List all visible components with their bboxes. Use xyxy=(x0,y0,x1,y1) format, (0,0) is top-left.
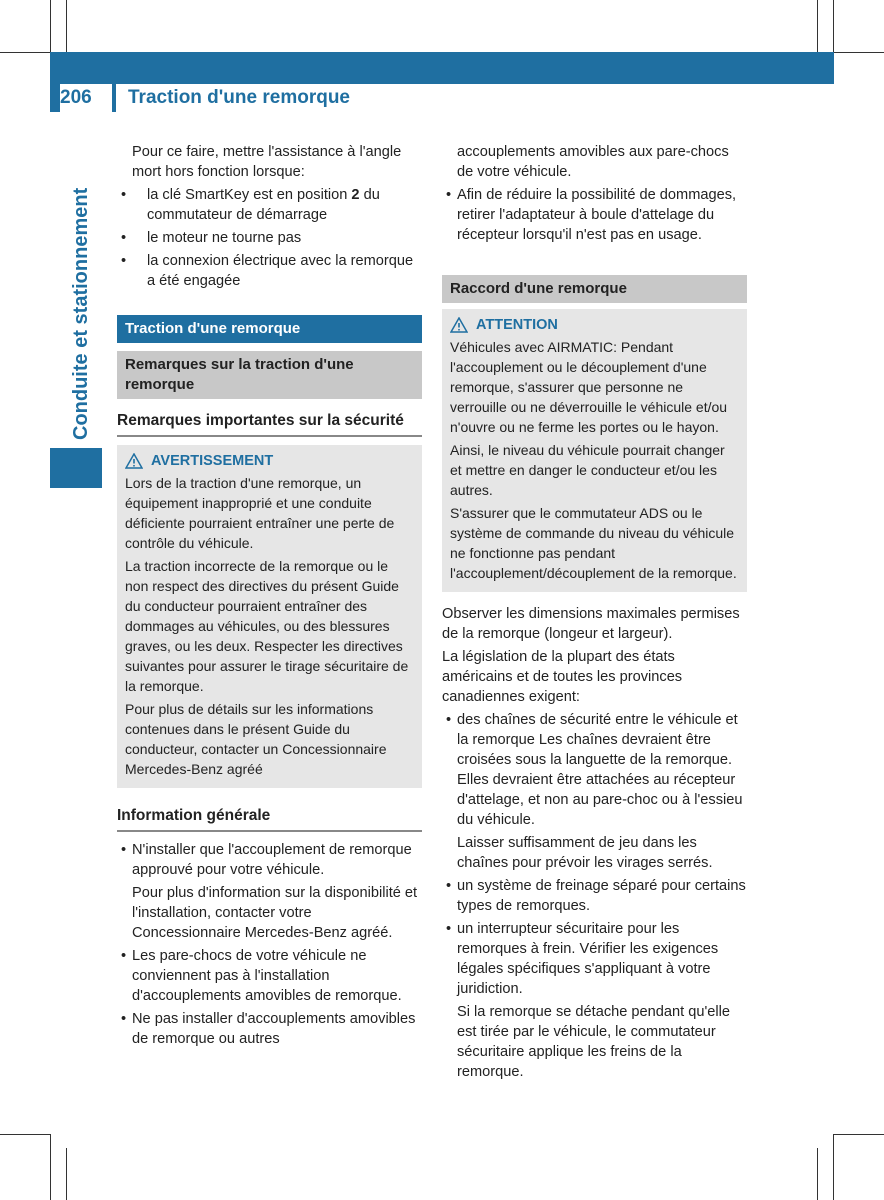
crop-mark xyxy=(834,1134,884,1135)
list-item xyxy=(442,876,747,916)
crop-mark xyxy=(0,52,50,53)
crop-mark xyxy=(834,52,884,53)
attention-paragraph: Ainsi, le niveau du véhicule pourrait changer et mettre en danger le conducteur et/ou les autres. xyxy=(450,442,725,498)
crop-mark xyxy=(817,0,818,52)
list-item-text: Les pare-chocs de votre véhicule ne conviennent pas à l'installation d'accouplements amovibles de remorque. xyxy=(132,948,402,1004)
attention-paragraph: S'assurer que le commutateur ADS ou le système de commande du niveau du véhicule ne fonctionne pas pendant l'accouplement/découplement de la remorque. xyxy=(450,505,737,581)
list-item xyxy=(117,840,422,880)
list-item xyxy=(117,1009,422,1049)
warning-paragraph: Lors de la traction d'une remorque, un équipement inapproprié et une conduite déficiente pourraient entraîner une perte de contrôle du véhicule. xyxy=(125,475,395,551)
list-item xyxy=(117,251,422,291)
position-number: 2 xyxy=(351,187,360,203)
crop-mark xyxy=(833,1134,834,1200)
warning-paragraph: Pour plus de détails sur les informations contenues dans le présent Guide du conducteur, contacter un Concessionnaire Mercedes-Benz agréé xyxy=(125,701,387,777)
crop-mark xyxy=(66,1148,67,1200)
list-item-text: un système de freinage séparé pour certains types de remorques. xyxy=(457,878,746,914)
warning-triangle-icon xyxy=(125,453,143,469)
crop-mark xyxy=(50,1134,51,1200)
warning-title xyxy=(125,451,414,471)
list-item xyxy=(442,185,747,245)
crop-mark xyxy=(50,0,51,52)
section-heading: Raccord d'une remorque xyxy=(442,275,747,303)
warning-title-text: AVERTISSEMENT xyxy=(151,453,274,469)
list-item-text: un interrupteur sécuritaire pour les remorques à frein. Vérifier les exigences légales spécifiques s'appliquant à votre juridiction. xyxy=(457,921,719,997)
body-paragraph: La législation de la plupart des états américains et de toutes les provinces canadiennes exigent: xyxy=(442,649,683,705)
list-item-text: la connexion électrique avec la remorque a été engagée xyxy=(147,253,414,289)
list-item xyxy=(442,919,747,999)
warning-triangle-icon xyxy=(450,317,468,333)
list-item-text: des chaînes de sécurité entre le véhicule et la remorque Les chaînes devraient être croisées sous la languette de la remorque. Elles devraient être attachées au récepteur d'attelage, et non au pare-choc ou à l'essieu du véhicule. xyxy=(457,712,743,828)
general-info-heading: Information générale xyxy=(117,804,422,832)
warning-box xyxy=(117,445,422,788)
page-number: 206 xyxy=(60,84,112,112)
safety-heading: Remarques importantes sur la sécurité xyxy=(117,409,422,437)
list-item-text: la clé SmartKey est en position xyxy=(147,187,348,203)
left-column xyxy=(117,142,422,1052)
crop-mark xyxy=(833,0,834,52)
section-heading: Traction d'une remorque xyxy=(117,315,422,343)
attention-paragraph: Véhicules avec AIRMATIC: Pendant l'accouplement ou le découplement d'une remorque, s'assurer que personne ne verrouille ou ne déverrouille le véhicule et/ou n'ouvre ou ne ferme les portes ou le hayon. xyxy=(450,339,728,435)
list-item-text: Afin de réduire la possibilité de dommages, retirer l'adaptateur à boule d'attelage du récepteur lorsqu'il n'est pas en usage. xyxy=(457,187,737,243)
subsection-heading: Remarques sur la traction d'une remorque xyxy=(117,351,422,399)
chapter-label: Conduite et stationnement xyxy=(70,187,92,440)
list-item-detail: Laisser suffisamment de jeu dans les chaînes pour prévoir les virages serrés. xyxy=(457,835,713,871)
crop-mark xyxy=(66,0,67,52)
list-item-detail: Si la remorque se détache pendant qu'elle est tirée par le véhicule, le commutateur sécuritaire applique les freins de la remorque. xyxy=(457,1004,730,1080)
body-paragraph: Observer les dimensions maximales permises de la remorque (longeur et largeur). xyxy=(442,606,740,642)
list-item-detail: Pour plus d'information sur la disponibilité et l'installation, contacter votre Concessionnaire Mercedes-Benz agréé. xyxy=(132,885,418,941)
list-item-text: du commutateur de démarrage xyxy=(147,187,380,223)
page-title: Traction d'une remorque xyxy=(116,84,834,112)
list-item xyxy=(117,946,422,1006)
header-divider xyxy=(112,84,116,112)
list-item-text: Ne pas installer d'accouplements amovibles de remorque ou autres xyxy=(132,1011,416,1047)
list-item xyxy=(442,710,747,830)
crop-mark xyxy=(817,1148,818,1200)
list-item-text: N'installer que l'accouplement de remorque approuvé pour votre véhicule. xyxy=(132,842,412,878)
attention-box xyxy=(442,309,747,592)
list-item-text: le moteur ne tourne pas xyxy=(147,230,302,246)
right-column xyxy=(442,142,747,1085)
list-item xyxy=(117,228,422,248)
chapter-tab xyxy=(50,448,102,488)
continued-text: accouplements amovibles aux pare-chocs de votre véhicule. xyxy=(457,144,729,180)
attention-title xyxy=(450,315,739,335)
attention-title-text: ATTENTION xyxy=(476,317,558,333)
intro-text: Pour ce faire, mettre l'assistance à l'angle mort hors fonction lorsque: xyxy=(132,144,402,180)
warning-paragraph: La traction incorrecte de la remorque ou le non respect des directives du présent Guide du conducteur pourraient entraîner des dommages au véhicules, ou des blessures graves, ou les deux. Respecter les directives suivantes pour assurer le tirage sécuritaire de la remorque. xyxy=(125,558,409,694)
crop-mark xyxy=(0,1134,50,1135)
list-item xyxy=(117,185,422,225)
